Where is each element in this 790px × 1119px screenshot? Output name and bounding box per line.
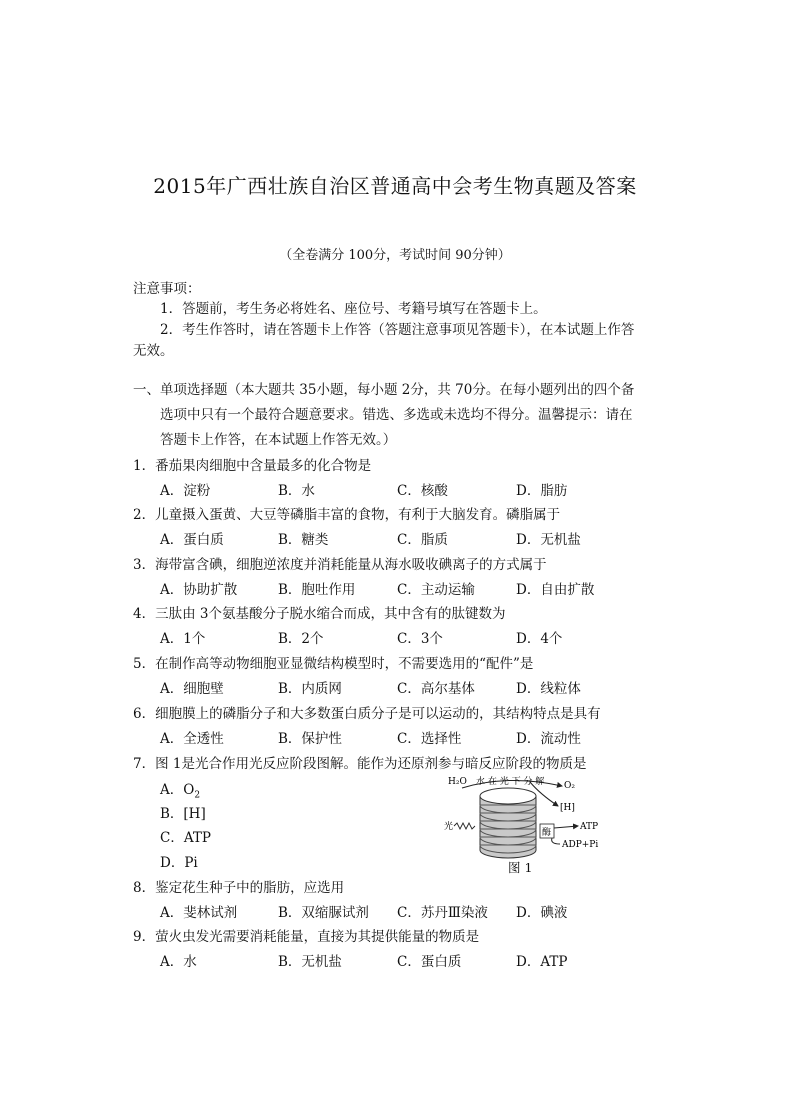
q2-option-d: D．无机盐 xyxy=(516,532,581,548)
notice-item-1: 1．答题前，考生务必将姓名、座位号、考籍号填写在答题卡上。 xyxy=(160,301,547,317)
q1-option-a: A．淀粉 xyxy=(160,483,211,499)
q5-option-b: B．内质网 xyxy=(278,681,342,697)
adp-arrow xyxy=(552,838,560,844)
question-5: 5．在制作高等动物细胞亚显微结构模型时，不需要选用的“配件”是 xyxy=(133,656,534,672)
q6-option-a: A．全透性 xyxy=(160,731,224,747)
q6-option-c: C．选择性 xyxy=(397,731,462,747)
h2o-label: H₂O xyxy=(448,777,467,787)
question-1: 1．番茄果肉细胞中含量最多的化合物是 xyxy=(133,458,372,474)
notice-item-2: 2．考生作答时，请在答题卡上作答（答题注意事项见答题卡），在本试题上作答 xyxy=(160,322,635,338)
q9-option-a: A．水 xyxy=(160,954,197,970)
o2-label: O₂ xyxy=(564,781,575,791)
q7-option-d: D．Pi xyxy=(160,855,198,871)
q1-option-b: B．水 xyxy=(278,483,315,499)
q2-option-a: A．蛋白质 xyxy=(160,532,224,548)
q3-option-a: A．协助扩散 xyxy=(160,582,238,598)
figure-1-light-reaction-diagram xyxy=(440,772,620,872)
question-4: 4．三肽由 3个氨基酸分子脱水缩合而成，其中含有的肽键数为 xyxy=(133,606,506,622)
page-title: 2015年广西壮族自治区普通高中会考生物真题及答案 xyxy=(153,174,637,198)
water-split-label: 水 在 光 下 分 解 xyxy=(476,777,545,787)
question-3: 3．海带富含碘，细胞逆浓度并消耗能量从海水吸收碘离子的方式属于 xyxy=(133,557,547,573)
q1-option-c: C．核酸 xyxy=(397,483,448,499)
q8-option-a: A．斐林试剂 xyxy=(160,905,238,921)
q1-option-d: D．脂肪 xyxy=(516,483,568,499)
question-6: 6．细胞膜上的磷脂分子和大多数蛋白质分子是可以运动的，其结构特点是具有 xyxy=(133,706,601,722)
notice-item-2-cont: 无效。 xyxy=(133,343,174,359)
q4-option-d: D．4个 xyxy=(516,631,563,647)
notice-heading: 注意事项： xyxy=(133,281,201,297)
section-instructions-cont: 答题卡上作答，在本试题上作答无效。） xyxy=(160,432,397,448)
q9-option-b: B．无机盐 xyxy=(278,954,342,970)
q5-option-a: A．细胞壁 xyxy=(160,681,224,697)
atp-label: ATP xyxy=(580,822,599,832)
q5-option-c: C．高尔基体 xyxy=(397,681,475,697)
q4-option-a: A．1个 xyxy=(160,631,206,647)
atp-arrow xyxy=(554,826,578,828)
question-8: 8．鉴定花生种子中的脂肪，应选用 xyxy=(133,880,345,896)
q3-option-c: C．主动运输 xyxy=(397,582,475,598)
question-9: 9．萤火虫发光需要消耗能量，直接为其提供能量的物质是 xyxy=(133,929,480,945)
q4-option-b: B．2个 xyxy=(278,631,324,647)
q6-option-b: B．保护性 xyxy=(278,731,342,747)
question-7: 7．图 1是光合作用光反应阶段图解。能作为还原剂参与暗反应阶段的物质是 xyxy=(133,756,587,772)
q8-option-d: D．碘液 xyxy=(516,905,568,921)
q7-option-a: A．$O_2$ xyxy=(160,782,201,801)
adp-label: ADP+Pi xyxy=(562,840,599,850)
question-2: 2．儿童摄入蛋黄、大豆等磷脂丰富的食物，有利于大脑发育。磷脂属于 xyxy=(133,507,561,523)
q6-option-d: D．流动性 xyxy=(516,731,581,747)
q5-option-d: D．线粒体 xyxy=(516,681,581,697)
figure-1-caption: 图 1 xyxy=(508,860,533,875)
exam-info: （全卷满分 100分，考试时间 90分钟） xyxy=(279,248,511,263)
q9-option-d: D．ATP xyxy=(516,954,568,970)
section-heading: 一、单项选择题（本大题共 35小题，每小题 2分，共 70分。在每小题列出的四个备 xyxy=(133,382,635,398)
light-wave-icon xyxy=(454,823,475,829)
q3-option-b: B．胞吐作用 xyxy=(278,582,356,598)
q4-option-c: C．3个 xyxy=(397,631,443,647)
section-instructions: 选项中只有一个最符合题意要求。错选、多选或未选均不得分。温馨提示：请在 xyxy=(160,407,633,423)
q9-option-c: C．蛋白质 xyxy=(397,954,462,970)
q7-option-c: C．ATP xyxy=(160,830,211,846)
q3-option-d: D．自由扩散 xyxy=(516,582,595,598)
q2-option-b: B．糖类 xyxy=(278,532,329,548)
h-label: [H] xyxy=(560,803,575,813)
thylakoid-stack xyxy=(480,788,536,858)
q8-option-b: B．双缩脲试剂 xyxy=(278,905,369,921)
q2-option-c: C．脂质 xyxy=(397,532,448,548)
q7-option-b: B．[H] xyxy=(160,806,206,822)
light-label: 光 xyxy=(444,822,454,832)
enzyme-label: 酶 xyxy=(542,828,552,838)
q8-option-c: C．苏丹Ⅲ染液 xyxy=(397,905,488,921)
